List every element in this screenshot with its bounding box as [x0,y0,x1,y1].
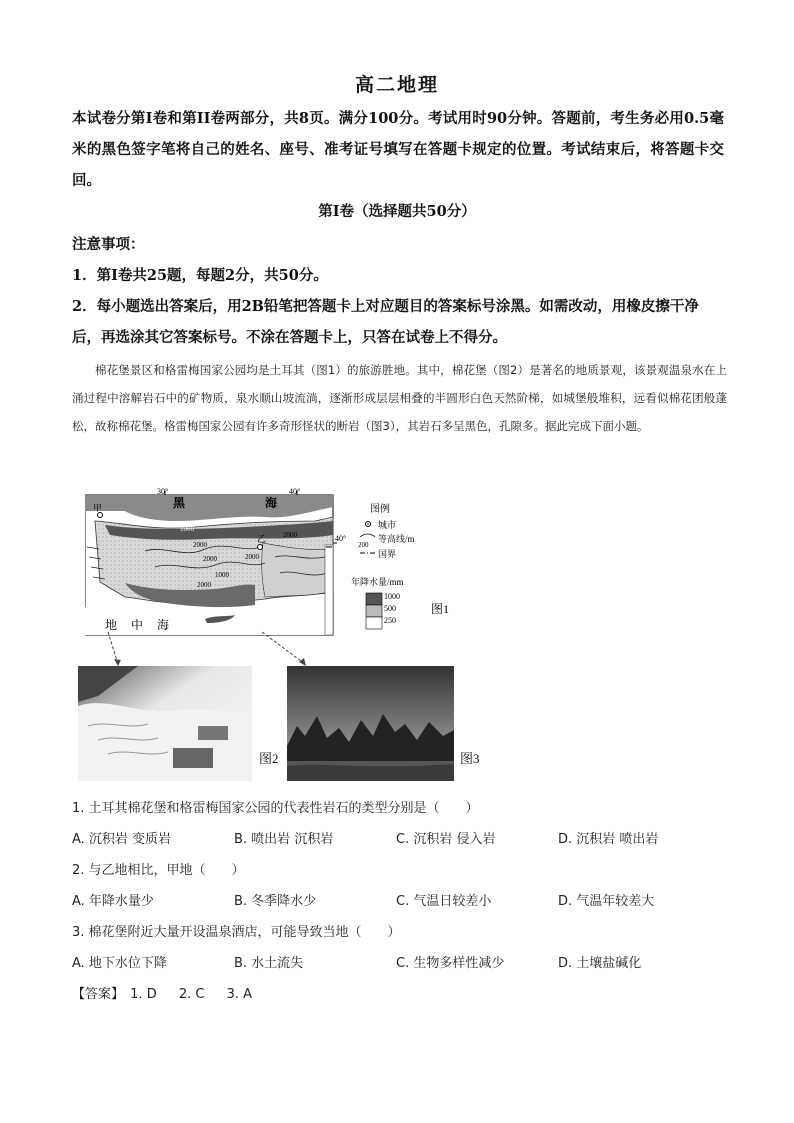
contour-label: 2000 [283,531,297,539]
q3-option-c: C. 生物多样性减少 [396,956,505,971]
q2-option-c: C. 气温日较差小 [396,894,492,909]
legend-contour: 等高线/m [378,534,415,544]
goreme-photo [287,666,454,781]
question-3-stem: 3. 棉花堡附近大量开设温泉酒店，可能导致当地（ ） [72,925,401,940]
med-sea-label-2: 中 [131,618,144,632]
q1-option-b: B. 喷出岩 沉积岩 [234,832,334,847]
legend-border: 国界 [378,549,397,559]
notice-block [72,229,727,353]
precip-level: 1000 [384,592,400,601]
instructions-text: 本试卷分第I卷和第II卷两部分，共8页。满分100分。考试用时90分钟。答题前，考生务必用0.5毫米的黑色签字笔将自己的姓名、座号、准考证号填写在答题卡规定的位置。考试结束后，将答题卡交回。 [72,110,724,189]
answer-line [72,983,252,1002]
q3-option-a: A. 地下水位下降 [72,956,167,971]
notice-heading: 注意事项： [72,236,145,253]
reading-passage [72,356,727,440]
legend-city: 城市 [378,520,397,530]
lat-40-label: 40° [335,534,347,543]
place-yi-label: 乙 [257,534,267,544]
fig3-label: 图3 [460,751,480,766]
notice-item-2: 2．每小题选出答案后，用2B铅笔把答题卡上对应题目的答案标号涂黑。如需改动，用橡皮擦干净后，再选涂其它答案标号。不涂在答题卡上，只答在试卷上不得分。 [72,298,699,346]
med-sea-label-1: 地 [105,618,118,632]
page-title: 高二地理 [354,74,439,96]
contour-label: 2000 [245,553,259,561]
contour-label: 2000 [193,541,207,549]
black-sea-label-1: 黑 [173,496,186,510]
answer-tag: 【答案】 [72,987,125,1002]
q2-option-b: B. 冬季降水少 [234,894,317,909]
legend-title: 图例 [370,504,390,515]
precip-level: 500 [384,604,396,613]
figure-2-photo [78,666,252,781]
q1-option-d: D. 沉积岩 喷出岩 [558,832,659,847]
notice-item-1: 1．第I卷共25题，每题2分，共50分。 [72,267,328,284]
section-heading: 第I卷（选择题共50分） [318,203,476,220]
passage-text: 棉花堡景区和格雷梅国家公园均是土耳其（图1）的旅游胜地。其中，棉花堡（图2）是著名的地质景观，该景观温泉水在上涌过程中溶解岩石中的矿物质，泉水顺山坡流淌，逐渐形成层层相叠的半圆形白色天然阶梯，如城堡般堆积，远看似棉花团般蓬松，故称棉花堡。格雷梅国家公园有许多奇形怪状的断岩（图3），其岩石多呈黑色，孔隙多。据此完成下面小题。 [72,363,727,433]
med-sea-label-3: 海 [157,618,170,632]
q3-option-b: B. 水土流失 [234,956,304,971]
answer-2: 2. C [178,987,205,1002]
figure-1-map [85,487,485,637]
question-1-stem: 1. 土耳其棉花堡和格雷梅国家公园的代表性岩石的类型分别是（ ） [72,801,479,816]
q3-option-d: D. 土壤盐碱化 [558,956,642,971]
cotton-castle-photo [78,666,252,781]
legend-precip-title: 年降水量/mm [351,577,404,587]
answer-1: 1. D [130,987,157,1002]
lon-30-label: 30° [157,487,169,496]
contour-label: 2000 [203,555,217,563]
answer-3: 3. A [226,987,253,1002]
contour-label: 1000 [215,571,229,579]
question-2-stem: 2. 与乙地相比，甲地（ ） [72,863,245,878]
exam-instructions [72,103,724,196]
lon-40-label: 40° [289,487,301,496]
place-jia-label: 甲 [93,503,103,513]
eastern-plateau [262,543,333,597]
figure-3-photo [287,666,454,781]
precip-level: 250 [384,616,396,625]
q2-option-d: D. 气温年较差大 [558,894,655,909]
contour-label: 1000 [180,525,194,533]
black-sea-label-2: 海 [265,496,278,510]
contour-legend-icon [360,534,375,537]
contour-label: 2000 [197,581,211,589]
q2-option-a: A. 年降水量少 [72,894,154,909]
fig1-label: 图1 [431,602,450,616]
legend-contour-value: 200 [358,541,369,549]
q1-option-a: A. 沉积岩 变质岩 [72,832,172,847]
q1-option-c: C. 沉积岩 侵入岩 [396,832,496,847]
connector-lines [0,630,794,670]
turkey-map-svg [85,487,485,637]
fig2-label: 图2 [259,751,279,766]
